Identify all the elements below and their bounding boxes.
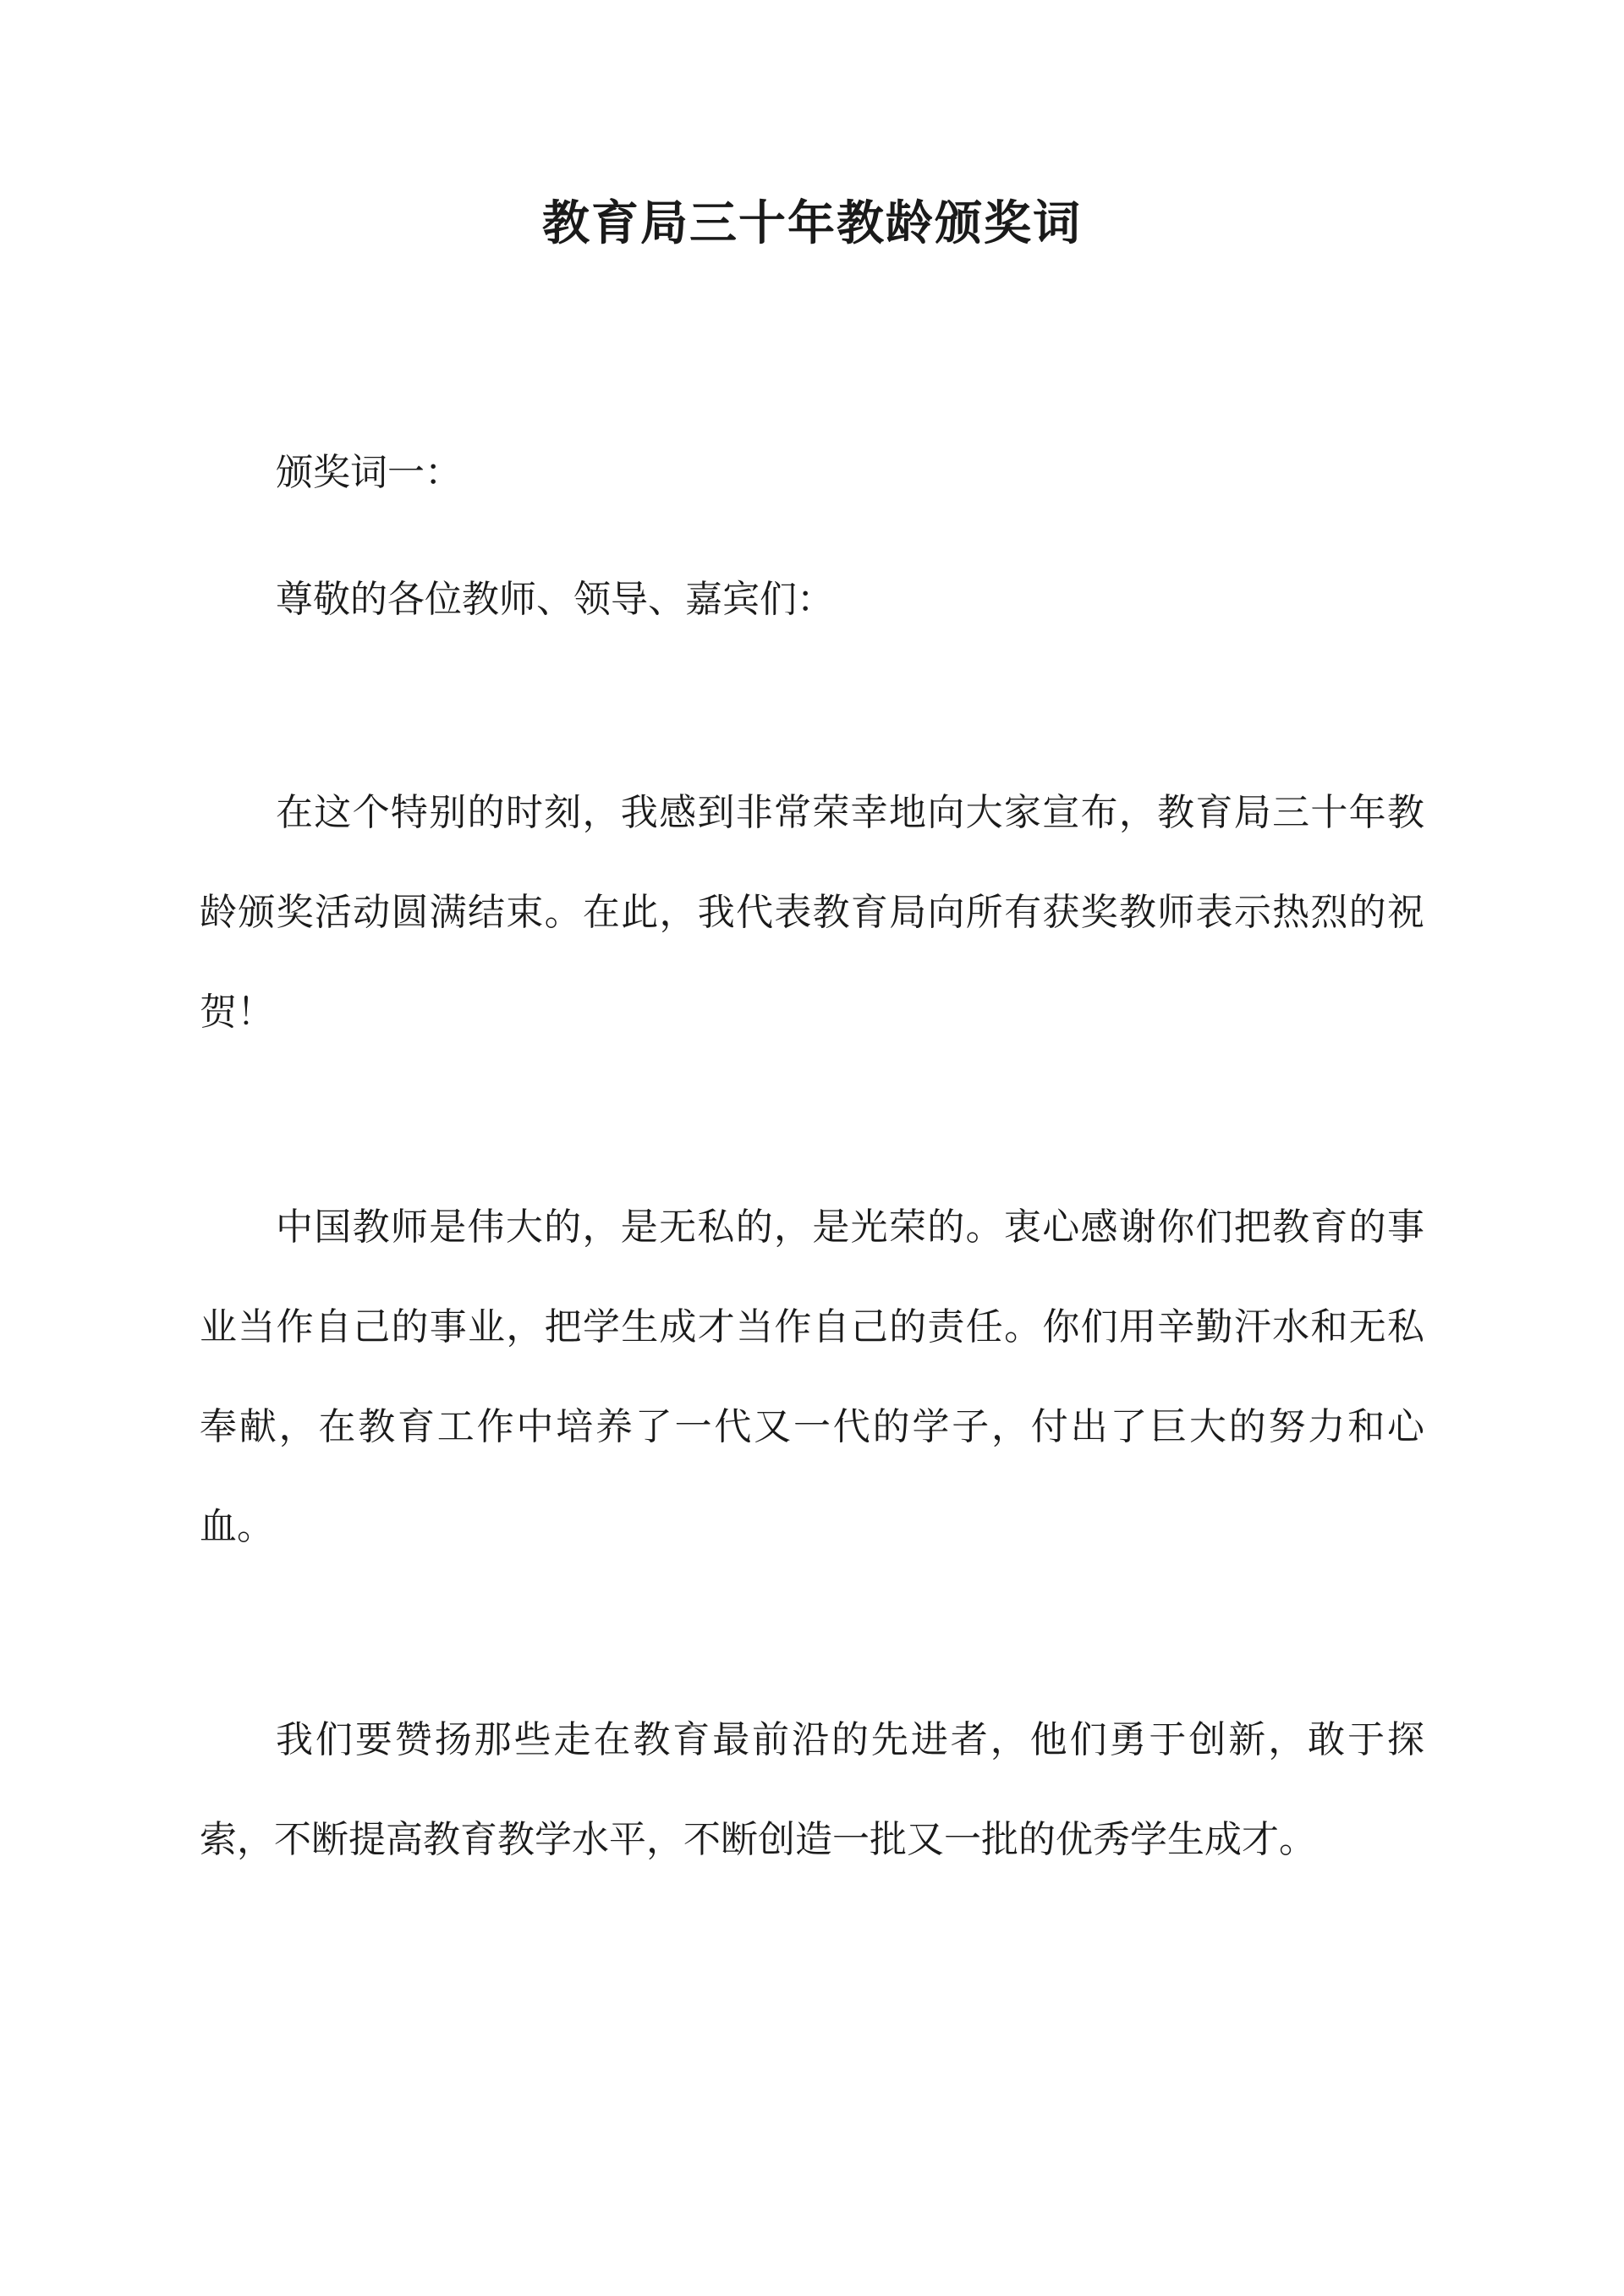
- body-paragraph-1: 在这个特别的时刻，我感到非常荣幸地向大家宣布，教育局三十年教龄颁奖活动圆满结束。在此，我代表教育局向所有获奖教师表示热烈的祝贺！: [200, 791, 1424, 1034]
- body-paragraph-3: 我们要赞扬那些走在教育最前沿的先进者，他们勇于创新，敢于探索，不断提高教育教学水平，不断创造一批又一批的优秀学生成才。: [200, 1718, 1424, 1861]
- award-speech-heading: 颁奖词一：: [276, 451, 462, 494]
- body-paragraph-2: 中国教师是伟大的，是无私的，是光荣的。衷心感谢你们把教育的事业当作自己的事业，把学生成才当作自己的责任。你们用辛勤汗水和无私奉献，在教育工作中培养了一代又一代的学子，付出了巨大的努力和心血。: [200, 1206, 1424, 1548]
- document-title: 教育局三十年教龄颁奖词: [542, 195, 1082, 251]
- salutation-paragraph: 尊敬的各位教师、领导、嘉宾们：: [276, 578, 834, 621]
